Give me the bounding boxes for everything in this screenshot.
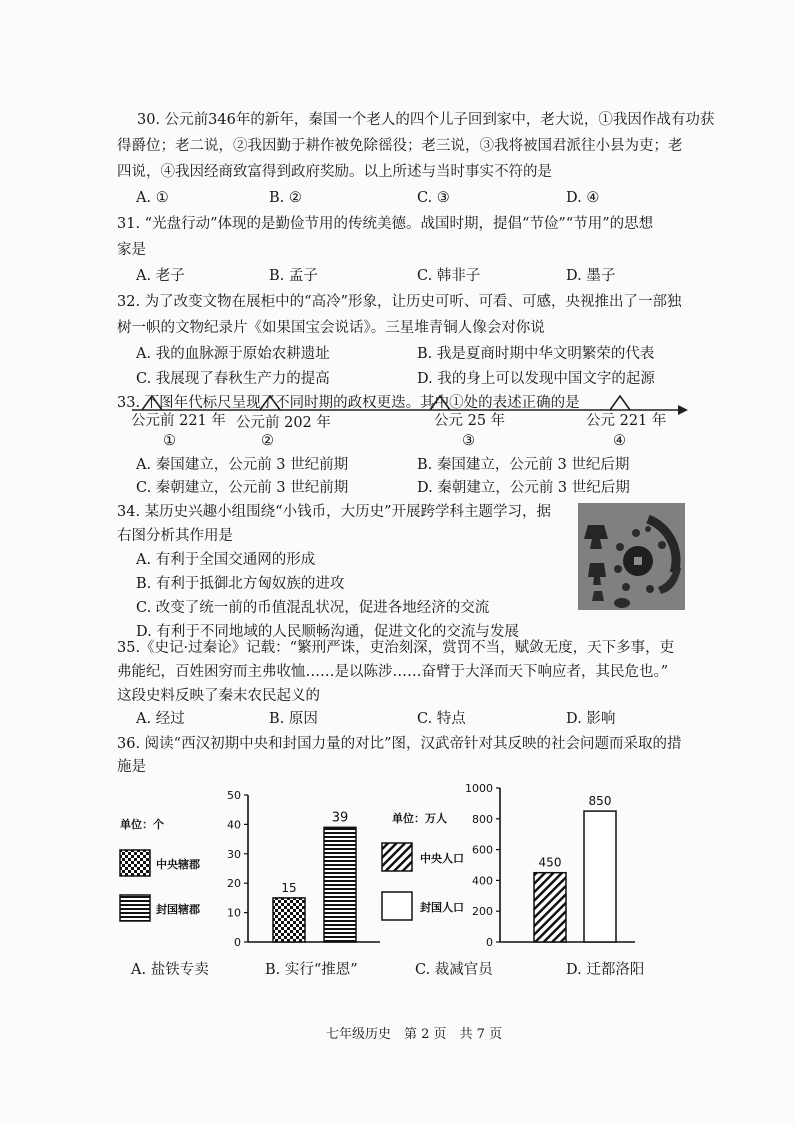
q36-charts — [110, 780, 670, 960]
q32-option-d: D. 我的身上可以发现中国文字的起源 — [417, 371, 655, 387]
q33-stem: 33. 下图年代标尺呈现了不同时期的政权更迭。其中①处的表述正确的是 — [117, 395, 580, 411]
timeline-num-3: ③ — [462, 433, 475, 449]
chart1-value-fief: 39 — [331, 810, 349, 826]
q34-stem-line-2: 右图分析其作用是 — [117, 528, 233, 544]
coin-photo — [578, 503, 685, 610]
chart1-tick-label: 40 — [227, 818, 241, 832]
timeline-marker-3 — [430, 396, 450, 410]
chart1-tick-label: 0 — [234, 936, 241, 949]
timeline-label-3: 公元 25 年 — [434, 413, 506, 429]
timeline-marker-2 — [260, 396, 280, 410]
legend-swatch-central-commanderies — [120, 850, 150, 876]
chart2-tick-label: 400 — [472, 874, 493, 888]
q36-option-d: D. 迁都洛阳 — [566, 962, 645, 978]
q30-option-b: B. ② — [269, 190, 302, 206]
q36-stem-line-2: 施是 — [117, 759, 146, 775]
legend-label-fief-population: 封国人口 — [420, 901, 464, 914]
chart1-value-central: 15 — [281, 880, 297, 895]
chart1-bar-central — [273, 898, 305, 942]
q31-option-a: A. 老子 — [136, 268, 185, 284]
q30-option-a: A. ① — [136, 190, 169, 206]
legend-label-central-commanderies: 中央辖郡 — [156, 858, 200, 871]
q32-stem-line-2: 树一帜的文物纪录片《如果国宝会说话》。三星堆青铜人像会对你说 — [117, 320, 545, 336]
q32-option-c: C. 我展现了春秋生产力的提高 — [136, 371, 330, 387]
timeline-num-4: ④ — [613, 433, 626, 449]
chart2-value-fief: 850 — [588, 794, 612, 809]
chart2-tick-label: 0 — [486, 936, 493, 949]
q30-stem-line-2: 得爵位；老二说，②我因勤于耕作被免除徭役；老三说，③我将被国君派往小县为吏；老 — [117, 138, 683, 154]
timeline-label-1: 公元前 221 年 — [131, 413, 226, 429]
q34-option-c: C. 改变了统一前的币值混乱状况，促进各地经济的交流 — [136, 600, 490, 616]
q31-option-c: C. 韩非子 — [417, 268, 481, 284]
chart2-unit-label: 单位：万人 — [392, 812, 447, 825]
page-footer: 七年级历史 第 2 页 共 7 页 — [326, 1027, 503, 1042]
q33-option-b: B. 秦国建立，公元前 3 世纪后期 — [417, 457, 630, 473]
q35-stem-line-2: 弗能纪，百姓困穷而主弗收恤……是以陈涉……奋臂于大泽而天下响应者，其民危也。” — [117, 664, 669, 680]
q32-stem-line-1: 32. 为了改变文物在展柜中的“高冷”形象，让历史可听、可看、可感，央视推出了一部独 — [117, 294, 682, 310]
chart1-bar-fief — [324, 827, 356, 942]
q30-option-c: C. ③ — [417, 190, 450, 206]
q32-option-b: B. 我是夏商时期中华文明繁荣的代表 — [417, 346, 655, 362]
q31-stem-line-2: 家是 — [117, 242, 146, 258]
q35-stem-line-1: 35.《史记·过秦论》记载：“繁刑严诛，吏治刻深，赏罚不当，赋敛无度，天下多事，吏 — [117, 640, 675, 656]
timeline-marker-1 — [142, 396, 162, 410]
q34-option-d: D. 有利于不同地域的人民顺畅沟通，促进文化的交流与发展 — [136, 624, 519, 640]
legend-swatch-fief-commanderies — [120, 895, 150, 921]
q35-option-c: C. 特点 — [417, 711, 466, 727]
chart1-tick-label: 20 — [227, 877, 241, 891]
q30-stem-line-1: 30. 公元前346年的新年，秦国一个老人的四个儿子回到家中，老大说，①我因作战有功获 — [137, 112, 715, 128]
timeline-num-1: ① — [163, 433, 176, 449]
timeline-label-4: 公元 221 年 — [586, 413, 667, 429]
q34-option-b: B. 有利于抵御北方匈奴族的进攻 — [136, 576, 345, 592]
q36-option-b: B. 实行“推恩” — [265, 962, 358, 978]
chart1-tick-label: 10 — [227, 906, 241, 920]
q35-option-b: B. 原因 — [269, 711, 318, 727]
q31-option-b: B. 孟子 — [269, 268, 318, 284]
chart1-unit-label: 单位：个 — [120, 818, 164, 831]
timeline-label-2: 公元前 202 年 — [236, 415, 331, 431]
q32-option-a: A. 我的血脉源于原始农耕遗址 — [136, 346, 330, 362]
q30-option-d: D. ④ — [566, 190, 600, 206]
q35-option-a: A. 经过 — [136, 711, 185, 727]
chart1-tick-label: 50 — [227, 789, 241, 802]
chart2-tick-label: 1000 — [465, 782, 493, 795]
chart1-tick-label: 30 — [227, 847, 241, 861]
q30-stem-line-3: 四说，④我因经商致富得到政府奖励。以上所述与当时事实不符的是 — [117, 164, 552, 180]
chart2-tick-label: 600 — [472, 843, 493, 857]
legend-swatch-fief-population — [382, 892, 412, 920]
timeline-marker-4 — [610, 396, 630, 410]
chart2-value-central: 450 — [538, 855, 562, 870]
chart2-tick-label: 200 — [472, 905, 493, 919]
q31-stem-line-1: 31. “光盘行动”体现的是勤俭节用的传统美德。战国时期，提倡“节俭”“节用”的思想 — [117, 216, 654, 232]
chart2-bar-fief — [584, 811, 616, 942]
q34-stem-line-1: 34. 某历史兴趣小组围绕“小钱币，大历史”开展跨学科主题学习，据 — [117, 504, 551, 520]
q36-option-a: A. 盐铁专卖 — [131, 962, 209, 978]
q33-option-c: C. 秦朝建立，公元前 3 世纪前期 — [136, 480, 349, 496]
q35-option-d: D. 影响 — [566, 711, 616, 727]
q35-stem-line-3: 这段史料反映了秦末农民起义的 — [117, 688, 320, 704]
chart2-tick-label: 800 — [472, 812, 493, 826]
q33-option-d: D. 秦朝建立，公元前 3 世纪后期 — [417, 480, 630, 496]
legend-label-central-population: 中央人口 — [420, 852, 464, 865]
q31-option-d: D. 墨子 — [566, 268, 616, 284]
chart2-bar-central — [534, 873, 566, 942]
q36-option-c: C. 裁减官员 — [415, 962, 493, 978]
q34-option-a: A. 有利于全国交通网的形成 — [136, 552, 316, 568]
legend-swatch-central-population — [382, 843, 412, 871]
q33-option-a: A. 秦国建立，公元前 3 世纪前期 — [136, 457, 349, 473]
timeline-num-2: ② — [261, 433, 274, 449]
legend-label-fief-commanderies: 封国辖郡 — [156, 903, 200, 916]
q36-stem-line-1: 36. 阅读“西汉初期中央和封国力量的对比”图，汉武帝针对其反映的社会问题而采取的措 — [117, 736, 682, 752]
